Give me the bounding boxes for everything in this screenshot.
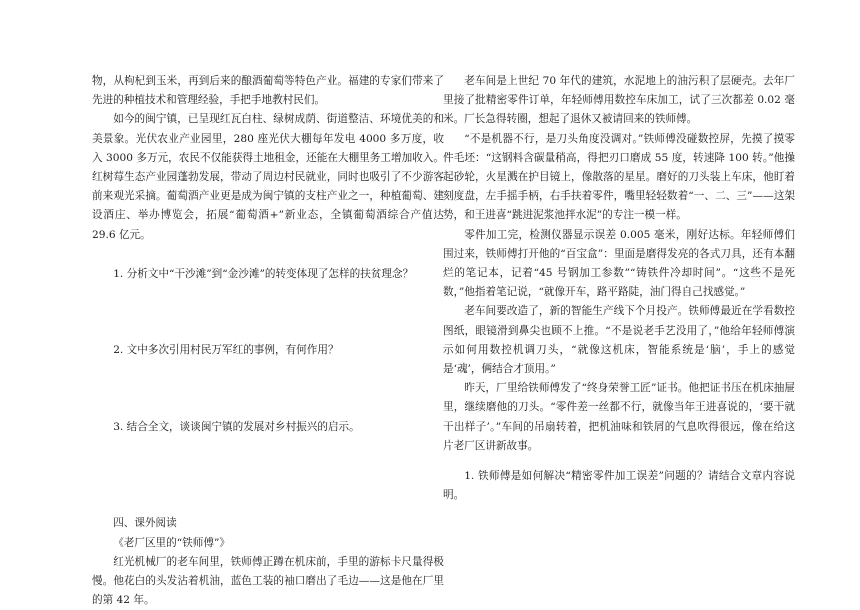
- right-paragraph-2: “不是机器不行，是刀头角度没调对。”铁师傅没碰数控屏，先摸了摸零件毛坯：“这钢料含碳量稍高，得把刃口磨成 55 度，转速降 100 转。”他操起砂轮，火星溅在护目镜上，像散落的星星。磨好的刀头装上车床，他盯着刻度盘，左手摇手柄，右手扶着零件，嘴里轻轻数着“一、二、三”——这架势，和王进喜“跳进泥浆池拌水泥”的专注一模一样。: [443, 132, 795, 222]
- left-column: [92, 72, 444, 610]
- left-paragraph-2: 如今的闽宁镇，已呈现红瓦白柱、绿树成荫、街道整洁、环境优美的和美景象。光伏农业产业园里，280 座光伏大棚每年发电 4000 多万度，收入 3000 多万元，农民不仅能获得土地租金，还能在大棚里务工增加收入。红树莓生态产业园蓬勃发展，带动了周边村民就业，同时也吸引了不少游客前来观光采摘。葡萄酒产业更是成为闽宁镇的支柱产业之一，种植葡萄、建设酒庄、举办博览会，拓展“葡萄酒+”新业态，全镇葡萄酒综合产值达 29.6 亿元。: [92, 113, 444, 241]
- right-paragraph-1: 老车间是上世纪 70 年代的建筑，水泥地上的油污积了层硬壳。去年厂里接了批精密零件订单，年轻师傅用数控车床加工，试了三次都差 0.02 毫米。厂长急得转圈，想起了退休又被请回来的铁师傅。: [443, 75, 795, 126]
- section-heading: 四、课外阅读: [113, 517, 177, 530]
- article-paragraph-1: 红光机械厂的老车间里，铁师傅正蹲在机床前，手里的游标卡尺量得极慢。他花白的头发沾着机油，蓝色工装的袖口磨出了毛边——这是他在厂里的第 42 年。: [92, 555, 444, 607]
- right-paragraph-4: 老车间要改造了，新的智能生产线下个月投产。铁师傅最近在学看数控图纸，眼镜滑到鼻尖也顾不上推。“不是说老手艺没用了，”他给年轻师傅演示如何用数控机调刀头，“就像这机床，智能系统是‘脑’，手上的感觉是‘魂’，俩结合才顶用。”: [443, 305, 795, 376]
- question-3: 3. 结合全文，谈谈闽宁镇的发展对乡村振兴的启示。: [113, 421, 360, 434]
- reading-question-1: 1. 铁师傅是如何解决“精密零件加工误差”问题的？请结合文章内容说明。: [443, 470, 795, 502]
- right-paragraph-5: 昨天，厂里给铁师傅发了“终身荣誉工匠”证书。他把证书压在机床抽屉里，继续磨他的刀头。“零件差一丝都不行，就像当年王进喜说的，‘要干就干出样子’。”车间的吊扇转着，把机油味和铁屑的气息吹得很远，像在给这片老厂区讲新故事。: [443, 382, 795, 452]
- right-column: [443, 72, 795, 505]
- left-paragraph-1: 物，从枸杞到玉米，再到后来的酿酒葡萄等特色产业。福建的专家们带来了先进的种植技术和管理经验，手把手地教村民们。: [92, 75, 444, 107]
- question-1: 1. 分析文中“干沙滩”到“金沙滩”的转变体现了怎样的扶贫理念？: [113, 267, 414, 280]
- right-paragraph-3: 零件加工完，检测仪器显示误差 0.005 毫米，刚好达标。年轻师傅们围过来，铁师傅打开他的“百宝盒”：里面是磨得发亮的各式刀具，还有本翻烂的笔记本，记着“45 号钢加工参数”“铸铁件冷却时间”。“这些不是死数，”他指着笔记说，“就像开车，路平路陡，油门得自己找感觉。”: [443, 228, 795, 299]
- question-2: 2. 文中多次引用村民万军红的事例，有何作用？: [113, 344, 339, 357]
- article-title: 《老厂区里的“铁师傅”》: [113, 536, 230, 549]
